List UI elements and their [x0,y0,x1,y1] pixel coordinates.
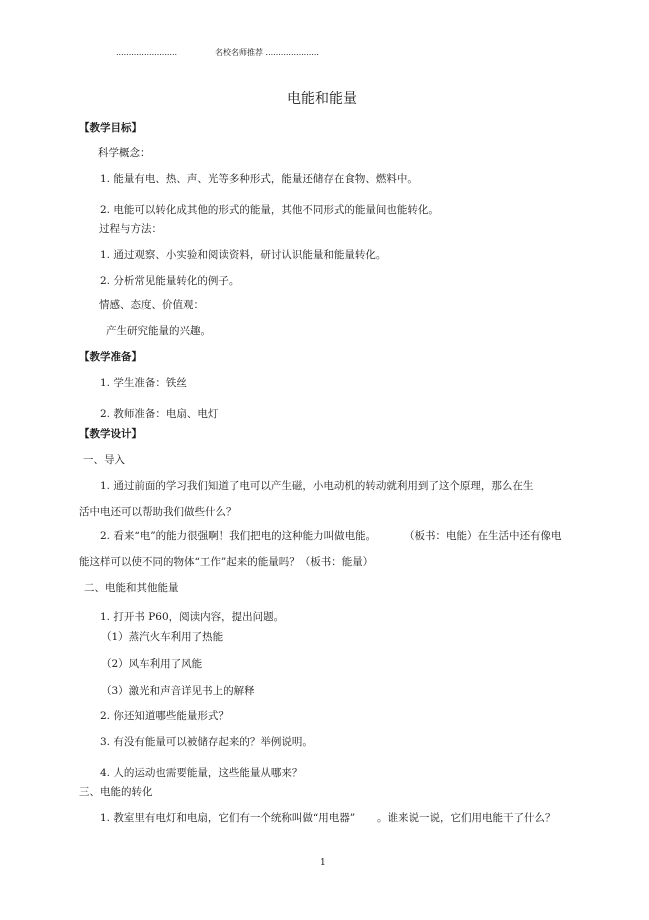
page-title: 电能和能量 [287,91,357,107]
intro-item-2-line-2: 能这样可以使不同的物体“工作”起来的能量吗？（板书：能量） [79,556,374,568]
part-3-item-1-left: 1. 教室里有电灯和电扇，它们有一个统称叫做“用电器” [100,812,356,824]
part-2-item-1-sub-1: （1）蒸汽火车利用了热能 [101,631,224,643]
intro-heading: 一、导入 [83,454,125,466]
page-number: 1 [320,858,326,868]
part-2-heading: 二、电能和其他能量 [84,582,179,594]
prep-item-2: 2. 教师准备：电扇、电灯 [100,408,219,420]
part-3-item-1-right: 。谁来说一说，它们用电能干了什么？ [377,812,556,824]
intro-item-1-line-2: 活中电还可以帮助我们做些什么？ [79,506,237,518]
emotion-label: 情感、态度、价值观： [99,299,204,311]
design-heading: 【教学设计】 [79,428,142,440]
science-concept-item-1: 1. 能量有电、热、声、光等多种形式，能量还储存在食物、燃料中。 [100,173,418,185]
part-2-item-1-sub-3: （3）激光和声音详见书上的解释 [101,685,255,697]
header-left-dots: ........................ [116,48,178,57]
intro-item-1-line-1: 1. 通过前面的学习我们知道了电可以产生磁，小电动机的转动就利用到了这个原理，那么在生 [100,480,534,492]
part-2-item-3: 3. 有没有能量可以被储存起来的？举例说明。 [100,736,313,748]
part-2-item-2: 2. 你还知道哪些能量形式？ [100,710,229,722]
prep-item-1: 1. 学生准备：铁丝 [100,377,187,389]
part-3-heading: 三、电能的转化 [79,786,153,798]
header-center: 名校名师推荐 ..................... [215,48,319,57]
process-method-item-2: 2. 分析常见能量转化的例子。 [100,275,240,287]
science-concept-item-2: 2. 电能可以转化成其他的形式的能量，其他不同形式的能量间也能转化。 [100,204,439,216]
process-method-label: 过程与方法： [99,223,162,235]
prep-heading: 【教学准备】 [79,351,142,363]
goals-heading: 【教学目标】 [79,122,142,134]
part-2-item-1: 1. 打开书 P60，阅读内容，提出问题。 [100,611,285,623]
intro-item-2-line-1-left: 2. 看来“电”的能力很强啊！我们把电的这种能力叫做电能。 [100,530,377,542]
part-2-item-1-sub-2: （2）风车利用了风能 [101,658,203,670]
intro-item-2-line-1-right: （板书：电能）在生活中还有像电 [404,530,562,542]
process-method-item-1: 1. 通过观察、小实验和阅读资料，研讨认识能量和能量转化。 [100,249,387,261]
part-2-item-4: 4. 人的运动也需要能量，这些能量从哪来？ [100,767,303,779]
science-concept-label: 科学概念： [98,147,151,159]
emotion-item-1: 产生研究能量的兴趣。 [106,325,211,337]
